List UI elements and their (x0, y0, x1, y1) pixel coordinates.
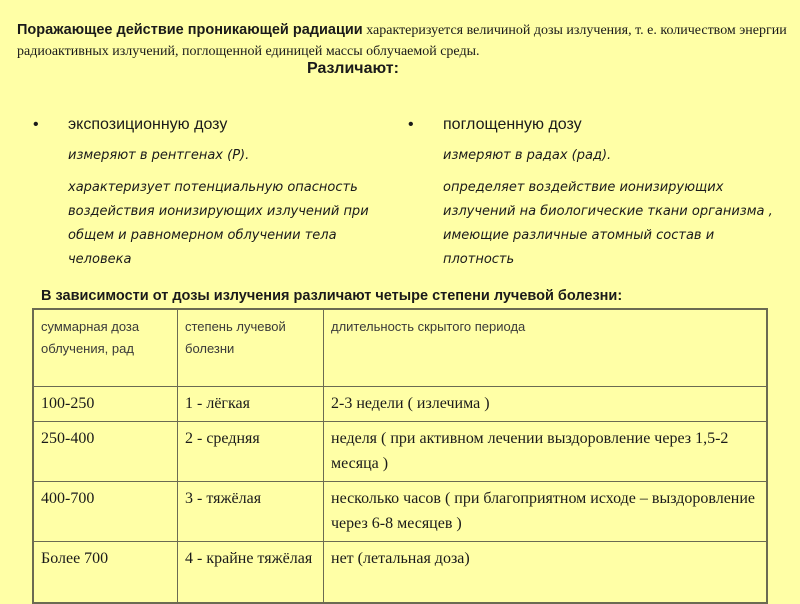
latent-period-cell: нет (летальная доза) (324, 542, 768, 604)
absorbed-dose-column (408, 113, 788, 272)
dose-cell: 400-700 (33, 482, 178, 542)
absorbed-dose-measure: измеряют в радах (рад). (443, 148, 612, 163)
severity-cell: 2 - средняя (178, 422, 324, 482)
exposure-dose-title: экспозиционную дозу (68, 116, 228, 133)
absorbed-dose-item (408, 113, 788, 137)
severity-cell: 3 - тяжёлая (178, 482, 324, 542)
table-title: В зависимости от дозы излучения различают четыре степени лучевой болезни: (41, 288, 623, 304)
exposure-dose-item (33, 113, 393, 137)
exposure-dose-description: характеризует потенциальную опасность воздействия ионизирующих излучений при общем и равномерном облучении тела человека (68, 180, 369, 267)
latent-period-cell: несколько часов ( при благоприятном исходе – выздоровление через 6-8 месяцев ) (324, 482, 768, 542)
distinguish-heading: Различают: (307, 60, 399, 77)
intro-lead: Поражающее действие проникающей радиации (17, 22, 363, 38)
table-row (33, 482, 767, 542)
dose-cell: Более 700 (33, 542, 178, 604)
table-header-row (33, 309, 767, 387)
dose-cell: 100-250 (33, 387, 178, 422)
latent-period-cell: 2-3 недели ( излечима ) (324, 387, 768, 422)
header-total-dose: суммарная доза облучения, рад (33, 309, 178, 387)
header-latent-period: длительность скрытого периода (324, 309, 768, 387)
severity-cell: 4 - крайне тяжёлая (178, 542, 324, 604)
radiation-sickness-table (32, 308, 768, 604)
severity-cell: 1 - лёгкая (178, 387, 324, 422)
absorbed-dose-title: поглощенную дозу (443, 116, 582, 133)
table-row (33, 422, 767, 482)
absorbed-dose-description: определяет воздействие ионизирующих излучений на биологические ткани организма , имеющие различные атомный состав и плотность (443, 180, 773, 267)
intro-paragraph (17, 20, 787, 62)
dose-cell: 250-400 (33, 422, 178, 482)
table-row (33, 387, 767, 422)
latent-period-cell: неделя ( при активном лечении выздоровление через 1,5-2 месяца ) (324, 422, 768, 482)
table-row (33, 542, 767, 604)
bullet-icon: • (408, 116, 414, 133)
exposure-dose-measure: измеряют в рентгенах (Р). (68, 148, 250, 163)
exposure-dose-column (33, 113, 393, 272)
intro-rest: характеризуется величиной дозы излучения, т. е. количеством энергии радиоактивных излучений, поглощенной единицей массы облучаемой среды. (17, 23, 787, 59)
header-severity: степень лучевой болезни (178, 309, 324, 387)
bullet-icon: • (33, 116, 39, 133)
